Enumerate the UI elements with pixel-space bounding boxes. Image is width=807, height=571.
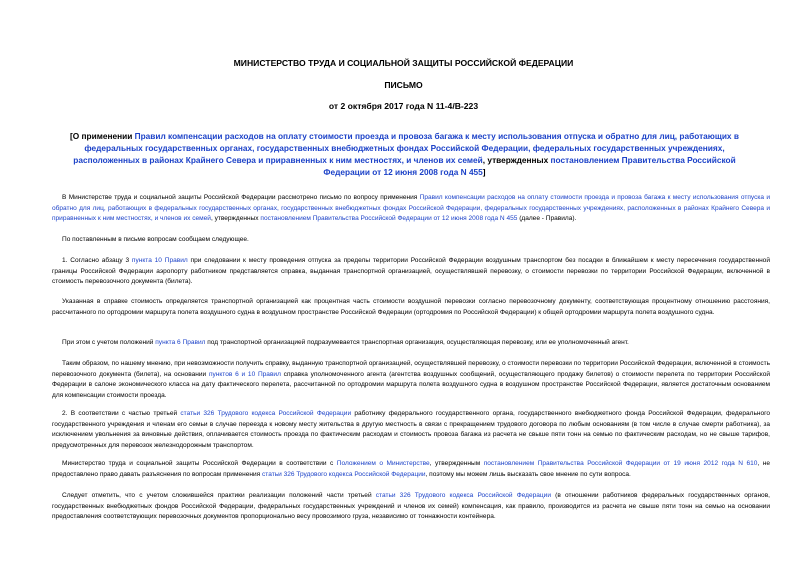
resolution-455-link[interactable]: постановлением Правительства Российской Федерации от 12 июня 2008 года N 455 xyxy=(260,215,518,223)
topic-text: ] xyxy=(482,167,486,177)
topic-resolution-link[interactable]: постановлением Правительства Российской Федерации от 12 июня 2008 года N 455 xyxy=(323,155,736,177)
article-326-link[interactable]: статьи 326 Трудового кодекса Российской Федерации xyxy=(180,410,352,417)
paragraph-text: под транспортной организацией подразумевается транспортная организация, осуществляющая перевозку, или ее уполномоченный агент. xyxy=(205,339,629,346)
paragraph-text: При этом с учетом положений xyxy=(62,339,156,346)
paragraph-text: 1. Согласно абзацу 3 xyxy=(62,257,132,264)
document-type: ПИСЬМО xyxy=(384,80,423,90)
topic-rules-link[interactable]: Правил компенсации расходов на оплату стоимости проезда и провоза багажа к месту использования отпуска и обратно для лиц, работающих в федеральных государственных органах, государственных внебюджетных фондах Российской Федерации, федеральных государственных учреждениях, расположенных в районах Крайнего Севера и приравненных к ним местностях, и членов их семей xyxy=(73,131,739,165)
paragraph-text: работнику федерального государственного органа, государственного внебюджетного фонда Российской Федерации, федерального государственного учреждения и членам его семьи в случае переезда к новому месту жительства в другую местность в связи с прекращением трудового договора по любым основаниям (в том числе в случае смерти работника), за исключением увольнения за виновные действия, оплачивается стоимость проезда по фактическим расходам и стоимость провоза багажа из расчета не свыше пяти тонн на семью по фактическим расходам, но не свыше тарифов, предусмотренных для перевозок железнодорожным транспортом. xyxy=(52,410,770,449)
topic-text: [О применении xyxy=(70,131,135,141)
points-6-10-link[interactable]: пунктов 6 и 10 Правил xyxy=(208,370,281,378)
paragraph-conclusion xyxy=(52,359,770,401)
point-10-link[interactable]: пункта 10 Правил xyxy=(131,257,188,264)
paragraph-questions: По поставленным в письме вопросам сообщаем следующее. xyxy=(62,236,249,243)
point-6-link[interactable]: пункта 6 Правил xyxy=(155,339,206,346)
regulation-link[interactable]: Положением о Министерстве xyxy=(336,460,430,467)
paragraph-agent xyxy=(52,338,770,349)
ministry-heading: МИНИСТЕРСТВО ТРУДА И СОЦИАЛЬНОЙ ЗАЩИТЫ РОССИЙСКОЙ ФЕДЕРАЦИИ xyxy=(233,58,574,68)
document-number-date: от 2 октября 2017 года N 11-4/В-223 xyxy=(328,101,479,111)
article-326-link[interactable]: статьи 326 Трудового кодекса Российской Федерации xyxy=(262,470,426,478)
paragraph-text: , утвержденным xyxy=(429,460,484,467)
topic-text: , утвержденных xyxy=(482,155,551,165)
paragraph-text: , не предоставлено право давать разъяснения по вопросам применения xyxy=(52,460,770,478)
paragraph-text: Следует отметить, что с учетом сложившейся практики реализации положений части третьей xyxy=(62,492,376,499)
rules-link[interactable]: Правил компенсации расходов на оплату стоимости проезда и провоза багажа к месту использования отпуска и обратно для лиц, работающих в федеральных государственных органах, государственных внебюджетных фондах Российской Федерации, федеральных государственных учреждениях, расположенных в районах Крайнего Севера и приравненных к ним местностях, и членов их семей xyxy=(52,194,770,223)
paragraph-ministry xyxy=(52,459,770,480)
resolution-610-link[interactable]: постановлением Правительства Российской Федерации от 19 июня 2012 года N 610 xyxy=(483,460,758,467)
paragraph-point-1 xyxy=(52,256,770,288)
paragraph-cost: Указанная в справке стоимость определяется транспортной организацией как процентная часть стоимости воздушной перевозки согласно перевозочному документу, соответствующая процентному отношению расстояния, рассчитанного по ортодромии маршрута полета воздушного судна в воздушном пространстве Российской Федерации (ортодромия по Российской Федерации) к общей ортодромии маршрута полета воздушного судна. xyxy=(52,298,770,316)
paragraph-text: В Министерстве труда и социальной защиты Российской Федерации рассмотрено письмо по вопросу применения xyxy=(62,194,420,201)
article-326-link[interactable]: статьи 326 Трудового кодекса Российской Федерации xyxy=(375,492,551,499)
paragraph-intro xyxy=(52,193,770,225)
paragraph-text: справка уполномоченного агента (агентства воздушных сообщений, осуществляющего продажу билетов) о стоимости перелета по территории Российской Федерации в салоне экономического класса на дату фактического перелета, рассчитанной по ортодромии маршрута полета воздушного судна в воздушном пространстве Российской Федерации, является достаточным основанием для компенсации стоимости проезда. xyxy=(52,370,771,399)
paragraph-point-2 xyxy=(52,409,770,451)
paragraph-text: 2. В соответствии с частью третьей xyxy=(62,410,181,417)
paragraph-text: , поэтому мы можем лишь высказать свое мнение по сути вопроса. xyxy=(425,470,631,478)
paragraph-text: Таким образом, по нашему мнению, при невозможности получить справку, выданную транспортной организацией, осуществлявшей перевозку, о стоимости перевозки по территории Российской Федерации, включенной в стоимость перевозочного документа (билета), на основании xyxy=(52,360,770,378)
paragraph-text: (далее - Правила). xyxy=(517,215,577,223)
paragraph-text: Министерство труда и социальной защиты Российской Федерации в соответствии с xyxy=(62,460,337,467)
paragraph-text: , утвержденных xyxy=(210,215,261,223)
paragraph-practice xyxy=(52,491,770,523)
paragraph-text: (в отношении работников федеральных государственных органов, государственных внебюджетных фондов Российской Федерации, федеральных государственных учреждений и членов их семей) компенсация, как правило, производится из расчета не свыше пяти тонн на семью на основании предоставления соответствующих перевозочных документов пропорционально весу провозимого груза, независимо от тоннажности контейнера. xyxy=(52,492,771,521)
paragraph-text: при следовании к месту проведения отпуска за пределы территории Российской Федерации воздушным транспортом без посадки в ближайшем к месту пересечения государственной границы Российской Федерации аэропорту работником представляется справка, выданная транспортной организацией, осуществлявшей перевозку, о стоимости перевозки по территории Российской Федерации, включенной в стоимость перевозочного документа (билета). xyxy=(52,257,770,286)
document-topic xyxy=(52,130,757,178)
